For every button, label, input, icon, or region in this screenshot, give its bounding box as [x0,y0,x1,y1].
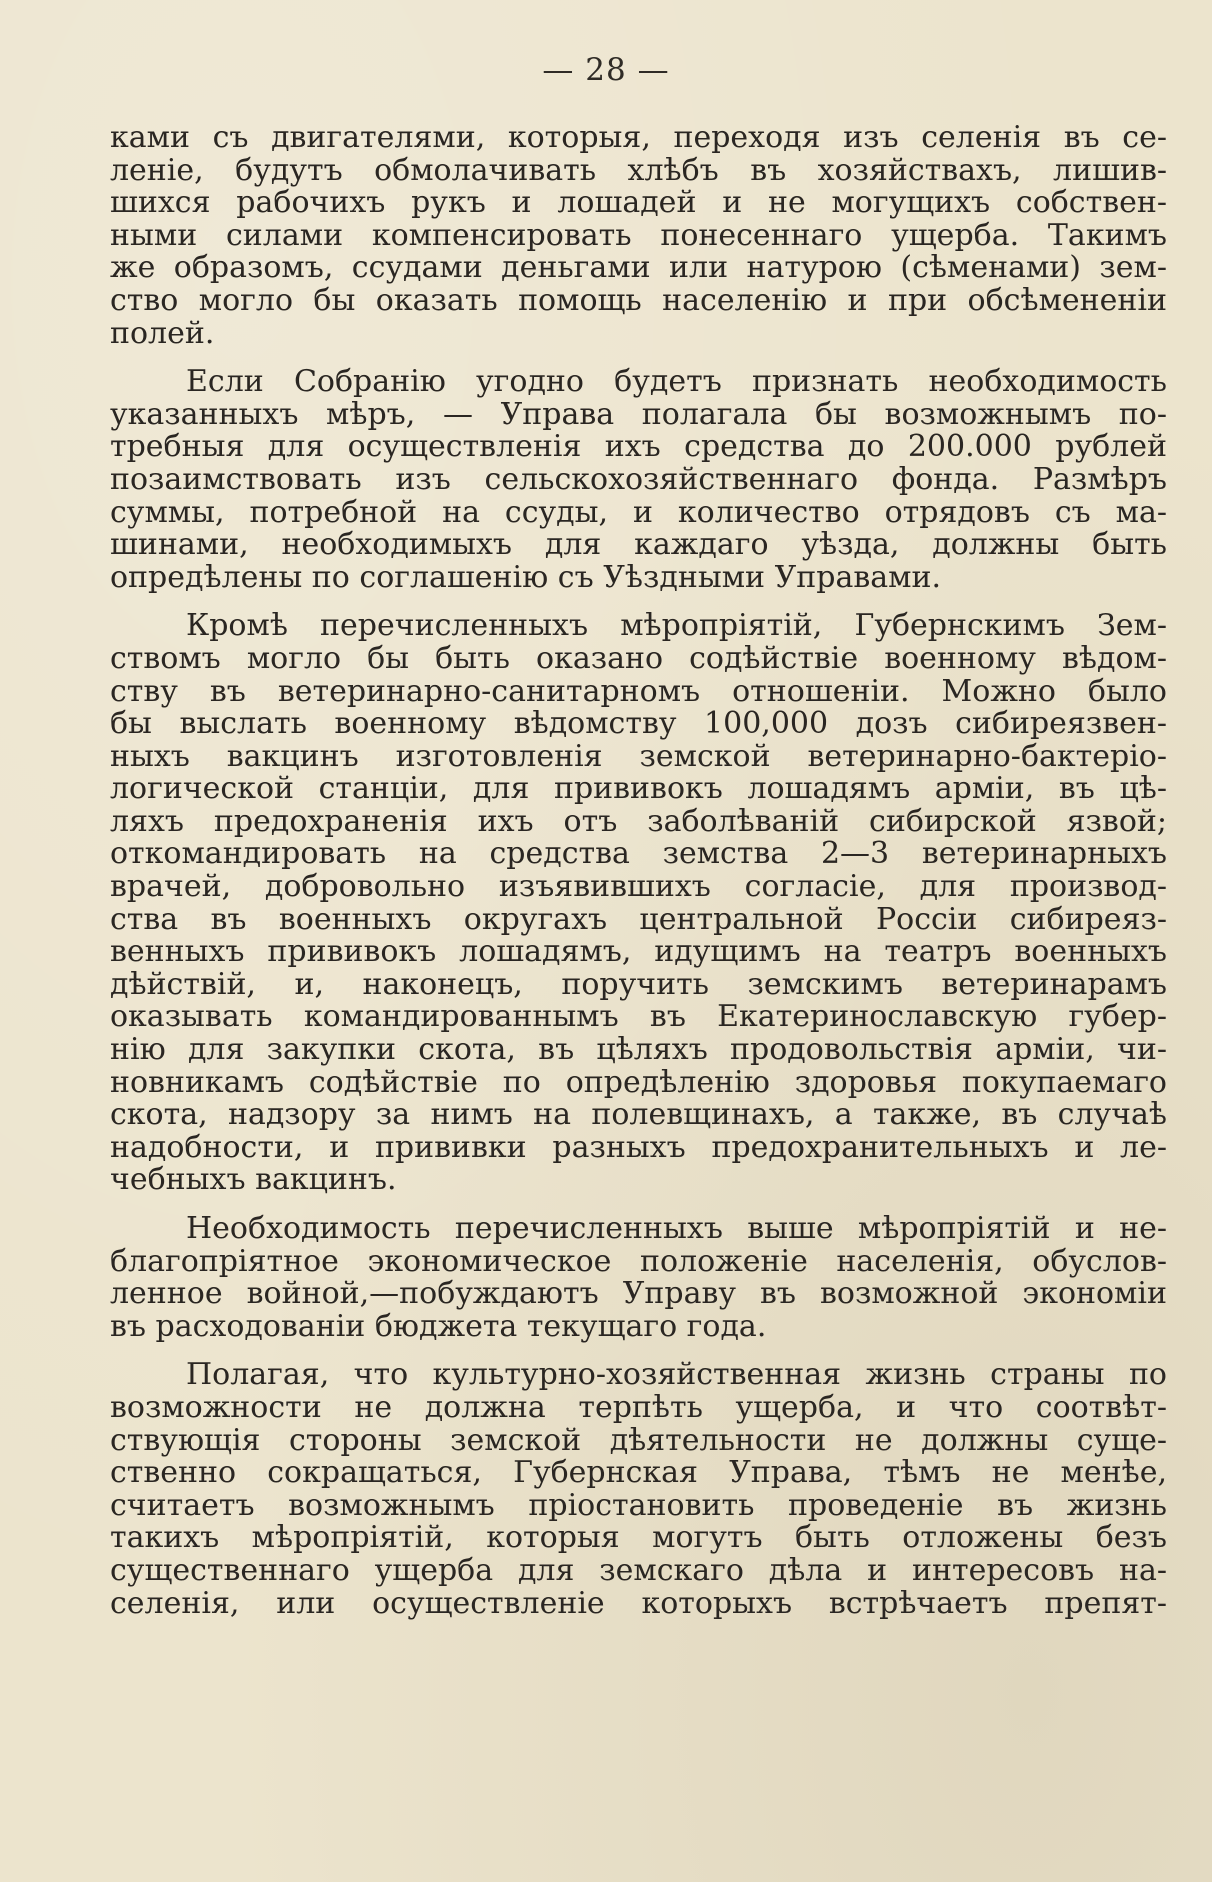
text-line: логической станціи, для прививокъ лошадямъ арміи, въ цѣ- [110,773,1167,806]
text-line: надобности, и прививки разныхъ предохранительныхъ и ле- [110,1131,1167,1165]
text-line: ленное войной,—побуждаютъ Управу въ возможной экономіи [110,1278,1167,1311]
text-line: нію для закупки скота, въ цѣляхъ продовольствія арміи, чи- [110,1034,1167,1067]
text-line: шинами, необходимыхъ для каждаго уѣзда, должны быть [110,529,1167,562]
text-line: въ расходованіи бюджета текущаго года. [110,1310,767,1344]
paragraph [110,122,1167,350]
text-line: такихъ мѣропріятій, которыя могутъ быть отложены безъ [110,1522,1167,1555]
text-line: бы выслать военному вѣдомству 100,000 дозъ сибиреязвен- [110,708,1167,741]
text-line: ками съ двигателями, которыя, переходя изъ селенія въ се- [110,122,1167,155]
text-line: считаетъ возможнымъ пріостановить проведеніе въ жизнь [110,1489,1167,1523]
body-text [110,122,1167,1636]
text-line: врачей, добровольно изъявившихъ согласіе, для производ- [110,871,1167,904]
text-line: новникамъ содѣйствіе по опредѣленію здоровья покупаемаго [110,1066,1167,1100]
text-line: оказывать командированнымъ въ Екатеринославскую губер- [110,1001,1167,1035]
text-line: селенія, или осуществленіе которыхъ встрѣчаетъ препят- [110,1587,1167,1621]
text-line: ными силами компенсировать понесеннаго ущерба. Такимъ [110,219,1167,253]
text-line: позаимствовать изъ сельскохозяйственнаго фонда. Размѣръ [110,463,1167,497]
text-line: ствующія стороны земской дѣятельности не должны суще- [110,1424,1167,1458]
text-line: возможности не должна терпѣть ущерба, и что соотвѣт- [110,1391,1167,1425]
text-line: ствомъ могло бы быть оказано содѣйствіе военному вѣдом- [110,642,1167,676]
text-line: опредѣлены по соглашенію съ Уѣздными Управами. [110,561,941,595]
text-line: Если Собранію угодно будетъ признать необходимость [186,366,1167,399]
text-line: венныхъ прививокъ лошадямъ, идущимъ на театръ военныхъ [110,936,1167,969]
text-line: скота, надзору за нимъ на полевщинахъ, а также, въ случаѣ [110,1099,1167,1132]
text-line: же образомъ, ссудами деньгами или натурою (сѣменами) зем- [110,252,1167,285]
text-line: суммы, потребной на ссуды, и количество отрядовъ съ ма- [110,496,1167,530]
paragraph [110,1359,1167,1620]
text-line: Необходимость перечисленныхъ выше мѣропріятій и не- [186,1213,1167,1246]
text-line: шихся рабочихъ рукъ и лошадей и не могущихъ собствен- [110,187,1167,220]
page-number: — 28 — [542,52,670,88]
paragraph [110,366,1167,594]
text-line: ства въ военныхъ округахъ центральной Россіи сибиреяз- [110,903,1167,937]
text-line: требныя для осуществленія ихъ средства до 200.000 рублей [110,431,1167,464]
text-line: дѣйствій, и, наконецъ, поручить земскимъ ветеринарамъ [110,968,1167,1002]
text-line: Полагая, что культурно-хозяйственная жизнь страны по [186,1359,1167,1392]
text-line: Кромѣ перечисленныхъ мѣропріятій, Губернскимъ Зем- [186,610,1167,643]
text-line: ственно сокращаться, Губернская Управа, тѣмъ не менѣе, [110,1457,1167,1490]
text-line: откомандировать на средства земства 2—3 ветеринарныхъ [110,838,1167,872]
text-line: существеннаго ущерба для земскаго дѣла и интересовъ на- [110,1554,1167,1588]
text-line: указанныхъ мѣръ, — Управа полагала бы возможнымъ по- [110,398,1167,432]
paragraph [110,610,1167,1197]
text-line: благопріятное экономическое положеніе населенія, обуслов- [110,1245,1167,1279]
text-line: леніе, будутъ обмолачивать хлѣбъ въ хозяйствахъ, лишив- [110,154,1167,188]
text-line: ныхъ вакцинъ изготовленія земской ветеринарно-бактеріо- [110,740,1167,774]
text-line: чебныхъ вакцинъ. [110,1164,397,1197]
paragraph [110,1213,1167,1343]
text-line: ство могло бы оказать помощь населенію и при обсѣмененіи [110,284,1167,318]
text-line: ляхъ предохраненія ихъ отъ заболѣваній сибирской язвой; [110,805,1167,839]
text-line: ству въ ветеринарно-санитарномъ отношеніи. Можно было [110,675,1167,709]
text-line: полей. [110,317,215,351]
